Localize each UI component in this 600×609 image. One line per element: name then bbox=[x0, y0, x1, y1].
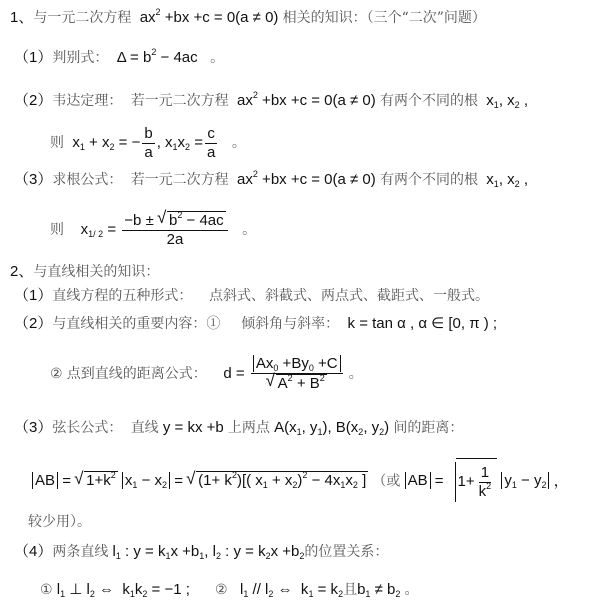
circled-two: ② bbox=[214, 582, 228, 598]
one-plus: 1+ bbox=[457, 473, 475, 490]
section-2-heading bbox=[10, 262, 159, 282]
period: 。 bbox=[210, 50, 225, 66]
item-label: （3） bbox=[14, 171, 53, 188]
denominator: a bbox=[207, 143, 216, 161]
denominator: $k^2$ bbox=[478, 480, 492, 500]
denominator: √ $A^2 + B^2$ bbox=[265, 374, 329, 393]
point-line-distance bbox=[50, 352, 363, 396]
circled-one: ① bbox=[40, 582, 53, 598]
item-label: （1） bbox=[14, 287, 53, 304]
item-title: 判别式： bbox=[52, 50, 109, 66]
circled-two: ② bbox=[50, 366, 63, 382]
item-title: 两条直线 bbox=[52, 544, 109, 560]
vieta-item bbox=[14, 91, 528, 111]
distance-fraction bbox=[251, 355, 343, 393]
and-text: 且 bbox=[343, 582, 358, 598]
item-title: 弦长公式： bbox=[52, 420, 123, 436]
item-label: （2） bbox=[14, 315, 53, 332]
item-title: 直线方程的五种形式： bbox=[52, 288, 193, 304]
line-forms: 点斜式、斜截式、两点式、截距式、一般式。 bbox=[209, 288, 490, 304]
two-lines-equations: $l_1$ : $y = k_1x +b_1$, $l_2$ : $y = k_2x +b_2$ bbox=[112, 543, 305, 561]
then-text: 则 bbox=[50, 222, 64, 238]
quadratic-formula bbox=[50, 210, 256, 250]
denominator: 2a bbox=[166, 231, 184, 249]
heading-text: 与直线相关的知识： bbox=[33, 264, 160, 280]
heading-number: 1、 bbox=[10, 9, 34, 26]
d-equals: d = bbox=[223, 365, 245, 382]
sqrt-one-plus-inv-k2 bbox=[444, 458, 498, 505]
fraction-c-over-a bbox=[205, 125, 217, 162]
period: 。 bbox=[242, 222, 257, 238]
sqrt-discriminant: √ $b^2 - 4ac$ bbox=[158, 211, 226, 230]
heading-number: 2、 bbox=[10, 263, 34, 280]
period: 。 bbox=[231, 135, 246, 151]
sum-of-roots: $x_1 + x_2$ = − bbox=[72, 134, 141, 152]
item-text: 直线 bbox=[130, 420, 159, 436]
item-text: 有两个不同的根 bbox=[379, 93, 478, 109]
parallel-condition: $l_1 // l_2$ ⇔ $k_1 = k_2$ bbox=[240, 581, 344, 599]
slope-formula: k = tan α , α ∈ [0, π ) ; bbox=[347, 315, 498, 332]
line-relations bbox=[40, 580, 419, 600]
item-text: 有两个不同的根 bbox=[379, 172, 478, 188]
perpendicular-condition: $l_1$ ⊥ $l_2$ ⇔ $k_1k_2 = -1$ ; bbox=[56, 581, 190, 599]
sqrt-one-plus-k2: √ $1+k^2$ bbox=[75, 458, 118, 504]
then-text: 则 bbox=[50, 135, 64, 151]
period: 。 bbox=[348, 366, 363, 382]
tail-text: 较少用）。 bbox=[28, 514, 91, 530]
heading-tail: 相关的知识：（三个“二次”问题） bbox=[282, 10, 486, 26]
abs-x1-x2: $x_1 - x_2$ bbox=[122, 472, 170, 489]
quadratic-equation: $ax^2 +bx +c = 0(a \ne 0)$ bbox=[237, 90, 376, 109]
item-text: 若一元二次方程 bbox=[130, 93, 229, 109]
product-of-roots: , $x_1x_2$ = bbox=[156, 134, 203, 152]
distance-title: 点到直线的距离公式： bbox=[66, 366, 207, 382]
discriminant-item bbox=[14, 48, 224, 68]
intercept-condition: $b_1 \ne b_2$ bbox=[357, 581, 401, 599]
x-one-two: $x_{1/ 2}$ = bbox=[80, 221, 117, 239]
chord-length-formula: AB = √ $1+k^2$ $x_1 - x_2$ = √ $(1+ k^2)$[( $x_1 + x_2)^2 - 4x_1x_2$ ] （或 AB = 1+ $\frac{1}{k^2}$ $y_1 - y_2$ ， bbox=[32, 458, 569, 505]
abs-ab: AB bbox=[32, 472, 58, 489]
chord-length-item bbox=[14, 418, 463, 438]
item-text: 若一元二次方程 bbox=[130, 172, 229, 188]
quadratic-equation: $ax^2 +bx +c = 0(a \ne 0)$ bbox=[139, 7, 279, 26]
item-text: 上两点 bbox=[227, 420, 270, 436]
item-title: 求根公式： bbox=[52, 172, 123, 188]
quadratic-fraction bbox=[122, 211, 227, 249]
heading-text: 与一元二次方程 bbox=[33, 10, 132, 26]
period: 。 bbox=[404, 582, 419, 598]
abs-y1-y2: $y_1 - y_2$ bbox=[501, 472, 549, 489]
numerator bbox=[122, 211, 227, 231]
line-equation: y = kx +b bbox=[162, 419, 224, 436]
item-title: 韦达定理： bbox=[52, 93, 123, 109]
numerator: $Ax_0 +By_0 +C$ bbox=[251, 355, 343, 374]
numerator: c bbox=[207, 124, 215, 142]
numerator: 1 bbox=[480, 463, 490, 481]
numerator: b bbox=[144, 124, 153, 142]
item-tail: 的位置关系： bbox=[304, 544, 389, 560]
item-label: （4） bbox=[14, 543, 53, 560]
discriminant-formula: $\Delta = b^2 - 4ac$ bbox=[116, 47, 198, 66]
abs-ab: AB bbox=[405, 472, 431, 489]
line-forms-item bbox=[14, 286, 489, 306]
fraction-b-over-a bbox=[142, 125, 154, 162]
section-1-heading bbox=[10, 8, 486, 28]
roots: $x_1$, $x_2$ , bbox=[486, 171, 529, 189]
vieta-formulas bbox=[50, 124, 246, 162]
alt-open: （或 bbox=[372, 473, 401, 490]
roots: $x_1$, $x_2$ , bbox=[486, 92, 529, 110]
item-label: （1） bbox=[14, 49, 53, 66]
sqrt-expanded: √ $(1+ k^2)$[( $x_1 + x_2)^2 - 4x_1x_2$ ] bbox=[187, 458, 368, 504]
denominator: a bbox=[144, 143, 153, 161]
chord-tail bbox=[28, 512, 91, 532]
points: $A(x_1$, $y_1$), $B(x_2$, $y_2$) bbox=[274, 419, 390, 437]
item-label: （2） bbox=[14, 92, 53, 109]
item-text: 间的距离： bbox=[393, 420, 464, 436]
slope-title: 倾斜角与斜率： bbox=[241, 316, 340, 332]
minus-b-plus-minus: −b ± bbox=[124, 212, 154, 230]
item-title: 与直线相关的重要内容：① bbox=[52, 316, 221, 332]
two-lines-item bbox=[14, 542, 388, 562]
quadratic-formula-item bbox=[14, 170, 528, 190]
quadratic-equation: $ax^2 +bx +c = 0(a \ne 0)$ bbox=[237, 169, 376, 188]
line-important-item bbox=[14, 314, 497, 334]
comma: ， bbox=[553, 472, 569, 490]
item-label: （3） bbox=[14, 419, 53, 436]
